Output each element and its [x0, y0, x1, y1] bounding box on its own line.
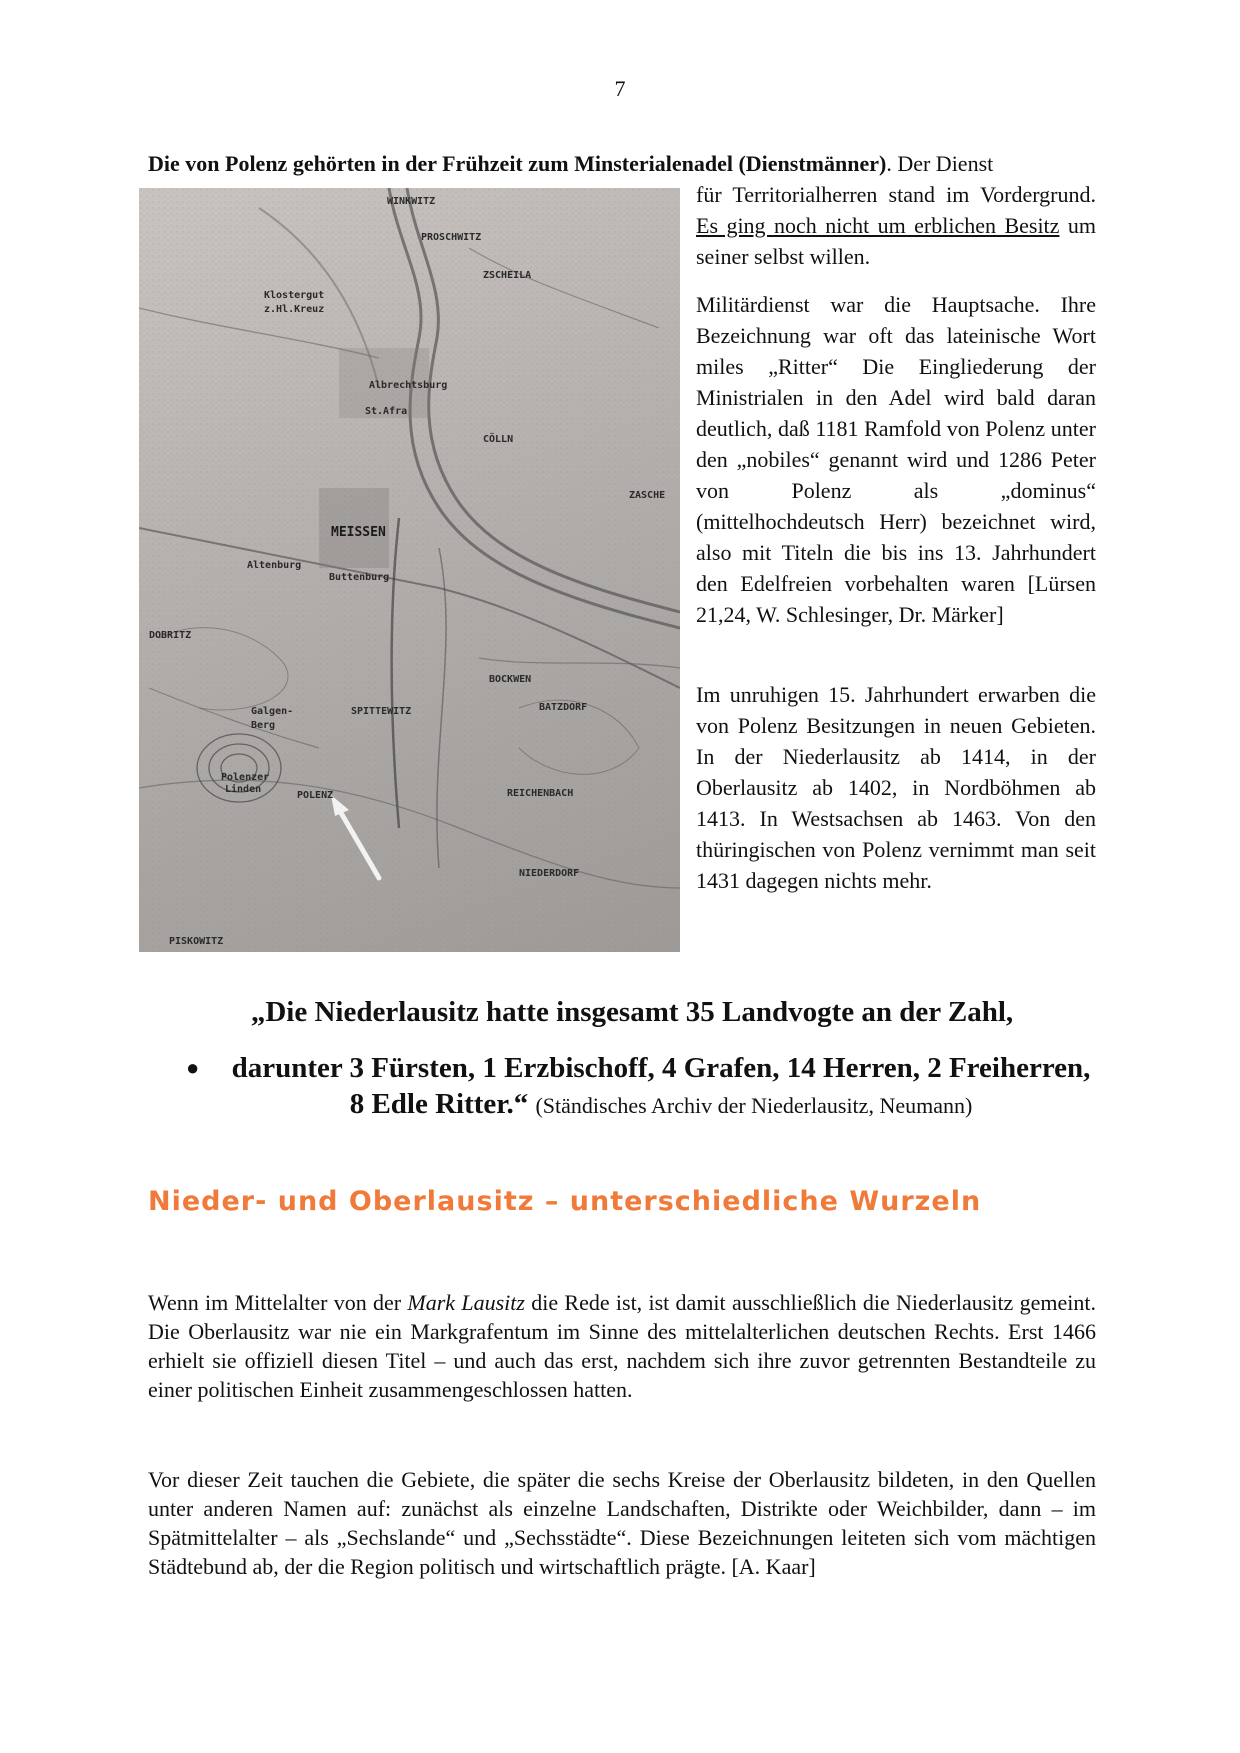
- intro-rest-text: . Der Dienst: [886, 151, 994, 176]
- map-label-polenzer-2: Linden: [225, 784, 262, 795]
- quote-block: [186, 1050, 1096, 1124]
- quote-source: (Ständisches Archiv der Niederlausitz, Neumann): [535, 1093, 973, 1118]
- map-label-zscheila: ZSCHEILA: [483, 270, 532, 281]
- section-heading: Nieder- und Oberlausitz – unterschiedliche Wurzeln: [148, 1186, 982, 1217]
- paragraph-1-part-1: Wenn im Mittelalter von der: [148, 1290, 408, 1315]
- paragraph-1: [148, 1288, 1096, 1404]
- map-label-winkwitz: WINKWITZ: [387, 196, 436, 207]
- map-label-piskowitz: PISKOWITZ: [169, 936, 224, 947]
- map-label-altenburg: Altenburg: [247, 560, 302, 571]
- paragraph-1-italic: Mark Lausitz: [407, 1290, 525, 1315]
- map-label-colln: CÖLLN: [483, 434, 514, 445]
- intro-bold-text: Die von Polenz gehörten in der Frühzeit zum Minsterialenadel (Dienstmänner): [148, 151, 887, 176]
- map-label-polenz: POLENZ: [297, 790, 334, 801]
- col-c-paragraph: Im unruhigen 15. Jahrhundert erwarben die von Polenz Besitzungen in neuen Gebieten. In der Niederlausitz ab 1414, in der Oberlausitz ab 1402, in Nordböhmen ab 1413. In Westsachsen ab 1463. Von den thüringischen von Polenz vernimmt man seit 1431 dagegen nichts mehr.: [696, 682, 1096, 893]
- col-b-paragraph: Militärdienst war die Hauptsache. Ihre Bezeichnung war oft das lateinische Wort miles „Ritter“ Die Eingliederung der Ministrialen in den Adel wird bald daran deutlich, daß 1181 Ramfold von Polenz unter den „nobiles“ genannt wird und 1286 Peter von Polenz als „dominus“ (mittelhochdeutsch Herr) bezeichnet wird, also mit Titeln die bis ins 13. Jahrhundert den Edelfreien vorbehalten waren [Lürsen 21,24, W. Schlesinger, Dr. Märker]: [696, 292, 1096, 627]
- map-label-galgen-1: Galgen-: [251, 706, 294, 717]
- map-label-klostergut-1: Klostergut: [264, 290, 325, 301]
- quote-line-2: darunter 3 Fürsten, 1 Erzbischoff, 4 Grafen, 14 Herren, 2 Freiherren, 8 Edle Ritter.“: [231, 1052, 1091, 1120]
- map-label-reichenbach: REICHENBACH: [507, 788, 574, 799]
- bullet-icon: ●: [186, 1055, 200, 1080]
- map-label-zasche: ZASCHE: [629, 490, 666, 501]
- map-label-st-afra: St.Afra: [365, 406, 408, 417]
- map-label-niederdorf: NIEDERDORF: [519, 868, 580, 879]
- intro-line: [148, 148, 1096, 179]
- quote-line-1: „Die Niederlausitz hatte insgesamt 35 Landvogte an der Zahl,: [250, 996, 1014, 1028]
- map-figure: [139, 188, 680, 952]
- map-label-proschwitz: PROSCHWITZ: [421, 232, 482, 243]
- map-label-buttenburg: Buttenburg: [329, 572, 390, 583]
- right-column-text-1: [696, 179, 1096, 272]
- map-label-batzdorf: BATZDORF: [539, 702, 588, 713]
- col-a-before: für Territorialherren stand im Vordergrund.: [696, 182, 1096, 207]
- paragraph-1-part-2: die Rede ist, ist damit ausschließlich die Niederlausitz gemeint. Die Oberlausitz war nie ein Markgrafentum im Sinne des mittelalterlichen deutschen Rechts. Erst 1466 erhielt sie offiziell diesen Titel – und auch das erst, nachdem sich ihre zuvor getrennten Bestandteile zu einer politischen Einheit zusammengeschlossen hatten.: [148, 1290, 1096, 1402]
- map-label-meissen: MEISSEN: [331, 525, 386, 540]
- quote-line-2-wrapper: [186, 1050, 1096, 1124]
- map-label-albrechtsburg: Albrechtsburg: [369, 380, 448, 391]
- paragraph-2: Vor dieser Zeit tauchen die Gebiete, die später die sechs Kreise der Oberlausitz bildeten, in den Quellen unter anderen Namen auf: zunächst als einzelne Landschaften, Distrikte oder Weichbilder, dann – im Spätmittelalter – als „Sechslande“ und „Sechsstädte“. Diese Bezeichnungen leiteten sich vom mächtigen Städtebund ab, der die Region politisch und wirtschaftlich prägte. [A. Kaar]: [148, 1467, 1096, 1579]
- map-label-klostergut-2: z.Hl.Kreuz: [264, 304, 325, 315]
- map-label-spittewitz: SPITTEWITZ: [351, 706, 412, 717]
- map-label-dobritz: DOBRITZ: [149, 630, 192, 641]
- historic-map-image: [139, 188, 680, 952]
- map-label-polenzer-1: Polenzer: [221, 772, 270, 783]
- map-label-galgen-2: Berg: [251, 720, 276, 731]
- right-column-text-2: [696, 289, 1096, 630]
- col-a-after: um seiner selbst willen.: [696, 213, 1096, 269]
- col-a-underlined: Es ging noch nicht um erblichen Besitz: [696, 213, 1060, 238]
- map-label-bockwen: BOCKWEN: [489, 674, 532, 685]
- page-number: 7: [614, 76, 626, 101]
- right-column-text-3: [696, 679, 1096, 896]
